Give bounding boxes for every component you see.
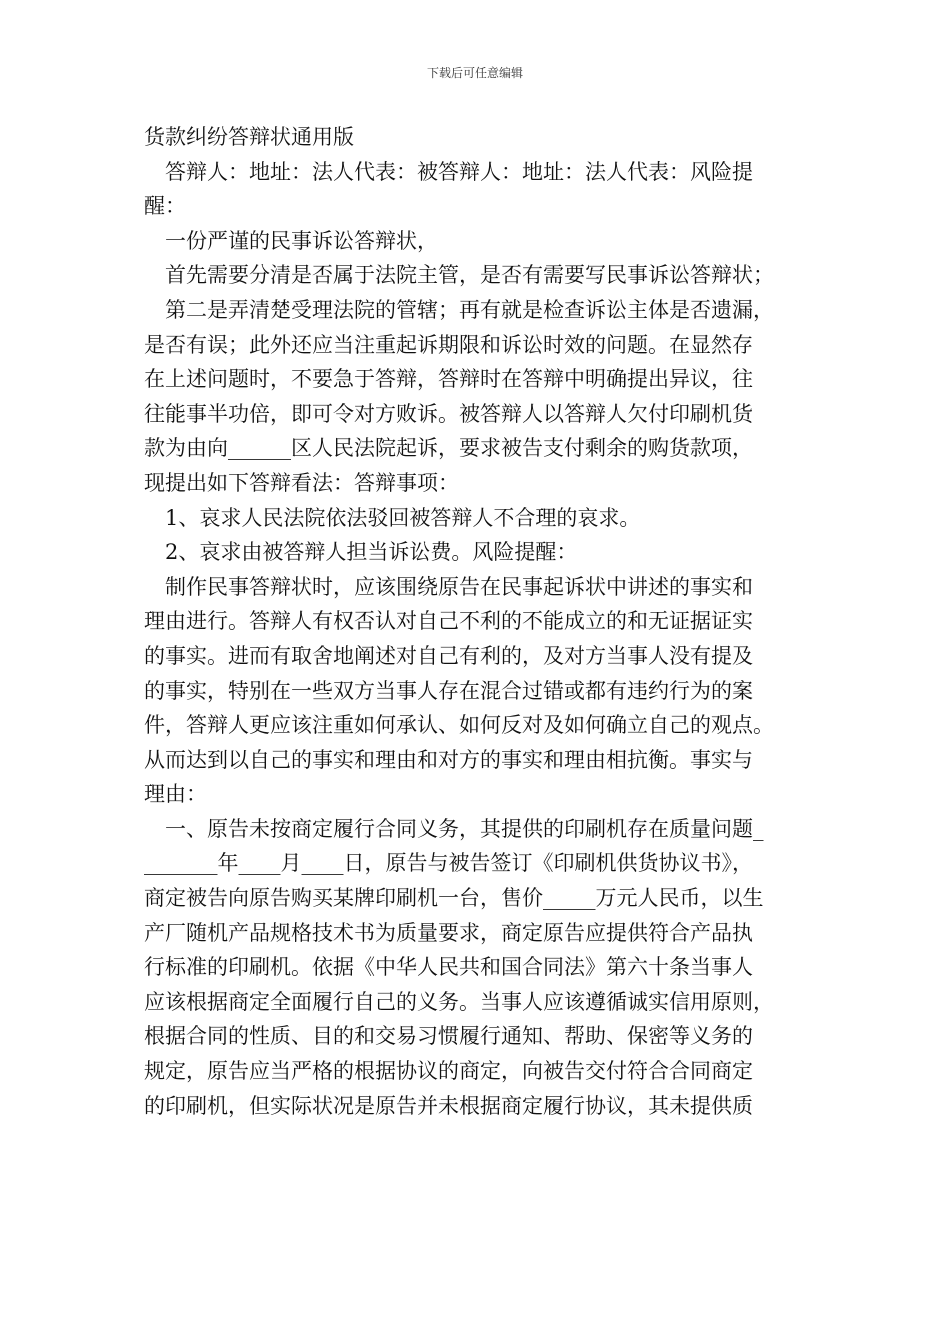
document-title: 货款纠纷答辩状通用版 <box>144 125 354 149</box>
document-body <box>144 120 814 1123</box>
text-line: 的印刷机，但实际状况是原告并未根据商定履行协议，其未提供质 <box>144 1093 753 1118</box>
text-line: 商定被告向原告购买某牌印刷机一台，售价_____万元人民币，以生 <box>144 886 764 911</box>
text-line: 理由： <box>144 782 207 807</box>
text-line: 一份严谨的民事诉讼答辩状， <box>165 228 438 253</box>
text-line: 理由进行。答辩人有权否认对自己不利的不能成立的和无证据证实 <box>144 609 753 634</box>
text-line: 往能事半功倍，即可令对方败诉。被答辩人以答辩人欠付印刷机货 <box>144 401 753 426</box>
text-line: 在上述问题时，不要急于答辩，答辩时在答辩中明确提出异议，往 <box>144 367 753 392</box>
text-line: _______年____月____日，原告与被告签订《印刷机供货协议书》， <box>144 851 753 876</box>
text-line: 第二是弄清楚受理法院的管辖；再有就是检查诉讼主体是否遗漏， <box>165 297 774 322</box>
text-line: 醒： <box>144 194 186 219</box>
text-line: 款为由向______区人民法院起诉，要求被告支付剩余的购货款项， <box>144 436 753 461</box>
text-line: 产厂随机产品规格技术书为质量要求，商定原告应提供符合产品执 <box>144 920 753 945</box>
text-line: 规定，原告应当严格的根据协议的商定，向被告交付符合合同商定 <box>144 1059 753 1084</box>
text-line: 答辩人：地址：法人代表：被答辩人：地址：法人代表：风险提 <box>165 159 753 184</box>
text-line: 从而达到以自己的事实和理由和对方的事实和理由相抗衡。事实与 <box>144 747 753 772</box>
text-line: 根据合同的性质、目的和交易习惯履行通知、帮助、保密等义务的 <box>144 1024 753 1049</box>
text-line: 应该根据商定全面履行自己的义务。当事人应该遵循诚实信用原则， <box>144 989 774 1014</box>
text-line: 首先需要分清是否属于法院主管，是否有需要写民事诉讼答辩状； <box>165 263 774 288</box>
section-heading: 一、原告未按商定履行合同义务，其提供的印刷机存在质量问题_ <box>165 816 764 841</box>
list-item: 1、哀求人民法院依法驳回被答辩人不合理的哀求。 <box>165 505 641 530</box>
page-header: 下载后可任意编辑 <box>426 66 523 80</box>
text-line: 制作民事答辩状时，应该围绕原告在民事起诉状中讲述的事实和 <box>165 574 753 599</box>
text-line: 行标准的印刷机。依据《中华人民共和国合同法》第六十条当事人 <box>144 955 753 980</box>
text-line: 的事实。进而有取舍地阐述对自己有利的，及对方当事人没有提及 <box>144 643 753 668</box>
text-line: 现提出如下答辩看法：答辩事项： <box>144 470 459 495</box>
text-line: 的事实，特别在一些双方当事人存在混合过错或都有违约行为的案 <box>144 678 753 703</box>
list-item: 2、哀求由被答辩人担当诉讼费。风险提醒： <box>165 540 578 565</box>
text-line: 是否有误；此外还应当注重起诉期限和诉讼时效的问题。在显然存 <box>144 332 753 357</box>
text-line: 件，答辩人更应该注重如何承认、如何反对及如何确立自己的观点。 <box>144 713 774 738</box>
